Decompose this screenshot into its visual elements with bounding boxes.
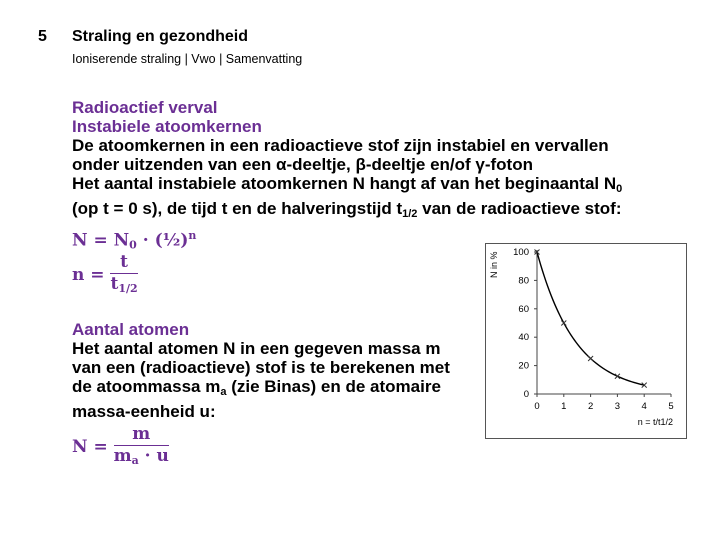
chapter-number: 5 bbox=[38, 28, 47, 45]
subscript: 1/2 bbox=[402, 208, 418, 220]
y-tick-label: 100 bbox=[513, 247, 529, 258]
x-tick-label: 3 bbox=[614, 401, 621, 412]
text-line: Het aantal atomen N in een gegeven massa m bbox=[72, 338, 441, 358]
formula-decay: $N = N_0$ · (½)$^n$ bbox=[72, 229, 197, 252]
y-tick-label: 60 bbox=[518, 303, 529, 315]
text-line: massa-eenheid u: bbox=[72, 401, 216, 421]
text-line bbox=[72, 174, 672, 199]
formula-atoms: N = $\frac{m}{m_a \cdot u}$ bbox=[72, 423, 169, 467]
text-line bbox=[72, 199, 672, 224]
y-tick-label: 80 bbox=[518, 275, 529, 287]
formula-n: n = $\frac{t}{t_{1/2}}$ bbox=[72, 251, 138, 295]
chart-svg bbox=[486, 244, 686, 438]
y-tick-label: 0 bbox=[523, 389, 529, 400]
x-axis-label: n = t/t1/2 bbox=[637, 417, 673, 427]
x-tick-label: 4 bbox=[641, 401, 647, 412]
text-line: van een (radioactieve) stof is te berekenen met bbox=[72, 357, 450, 377]
x-tick-label: 1 bbox=[561, 401, 567, 412]
heading-radioactief-verval: Radioactief verval bbox=[72, 98, 218, 117]
text-line: onder uitzenden van een α-deeltje, β-deeltje en/of γ-foton bbox=[72, 155, 533, 174]
decay-chart bbox=[485, 243, 687, 439]
x-tick-label: 2 bbox=[587, 401, 594, 412]
heading-instabiele-atoomkernen: Instabiele atoomkernen bbox=[72, 117, 262, 136]
x-tick-label: 5 bbox=[668, 401, 674, 412]
heading-aantal-atomen: Aantal atomen bbox=[72, 319, 190, 339]
chapter-title: Straling en gezondheid bbox=[72, 28, 249, 45]
data-point-marker bbox=[561, 321, 566, 326]
subtitle: Ioniserende straling | Vwo | Samenvatting bbox=[72, 52, 303, 66]
y-tick-label: 40 bbox=[518, 332, 529, 344]
text-segment: van de radioactieve stof: bbox=[417, 199, 622, 218]
text-segment: (op t = 0 s), de tijd t en de halveringstijd t bbox=[72, 199, 403, 218]
subscript: 0 bbox=[616, 183, 623, 195]
y-axis-label: N in % bbox=[489, 251, 499, 278]
decay-curve bbox=[537, 252, 644, 385]
data-point-marker bbox=[588, 356, 593, 361]
text-line: de atoommassa $m_a$ (zie Binas) en de atomaire bbox=[72, 376, 441, 398]
text-segment: Het aantal instabiele atoomkernen N hangt af van het beginaantal N bbox=[72, 174, 617, 193]
text-line: De atoomkernen in een radioactieve stof zijn instabiel en vervallen bbox=[72, 136, 609, 155]
x-tick-label: 0 bbox=[534, 401, 540, 412]
data-point-marker bbox=[615, 374, 620, 379]
y-tick-label: 20 bbox=[518, 360, 529, 372]
